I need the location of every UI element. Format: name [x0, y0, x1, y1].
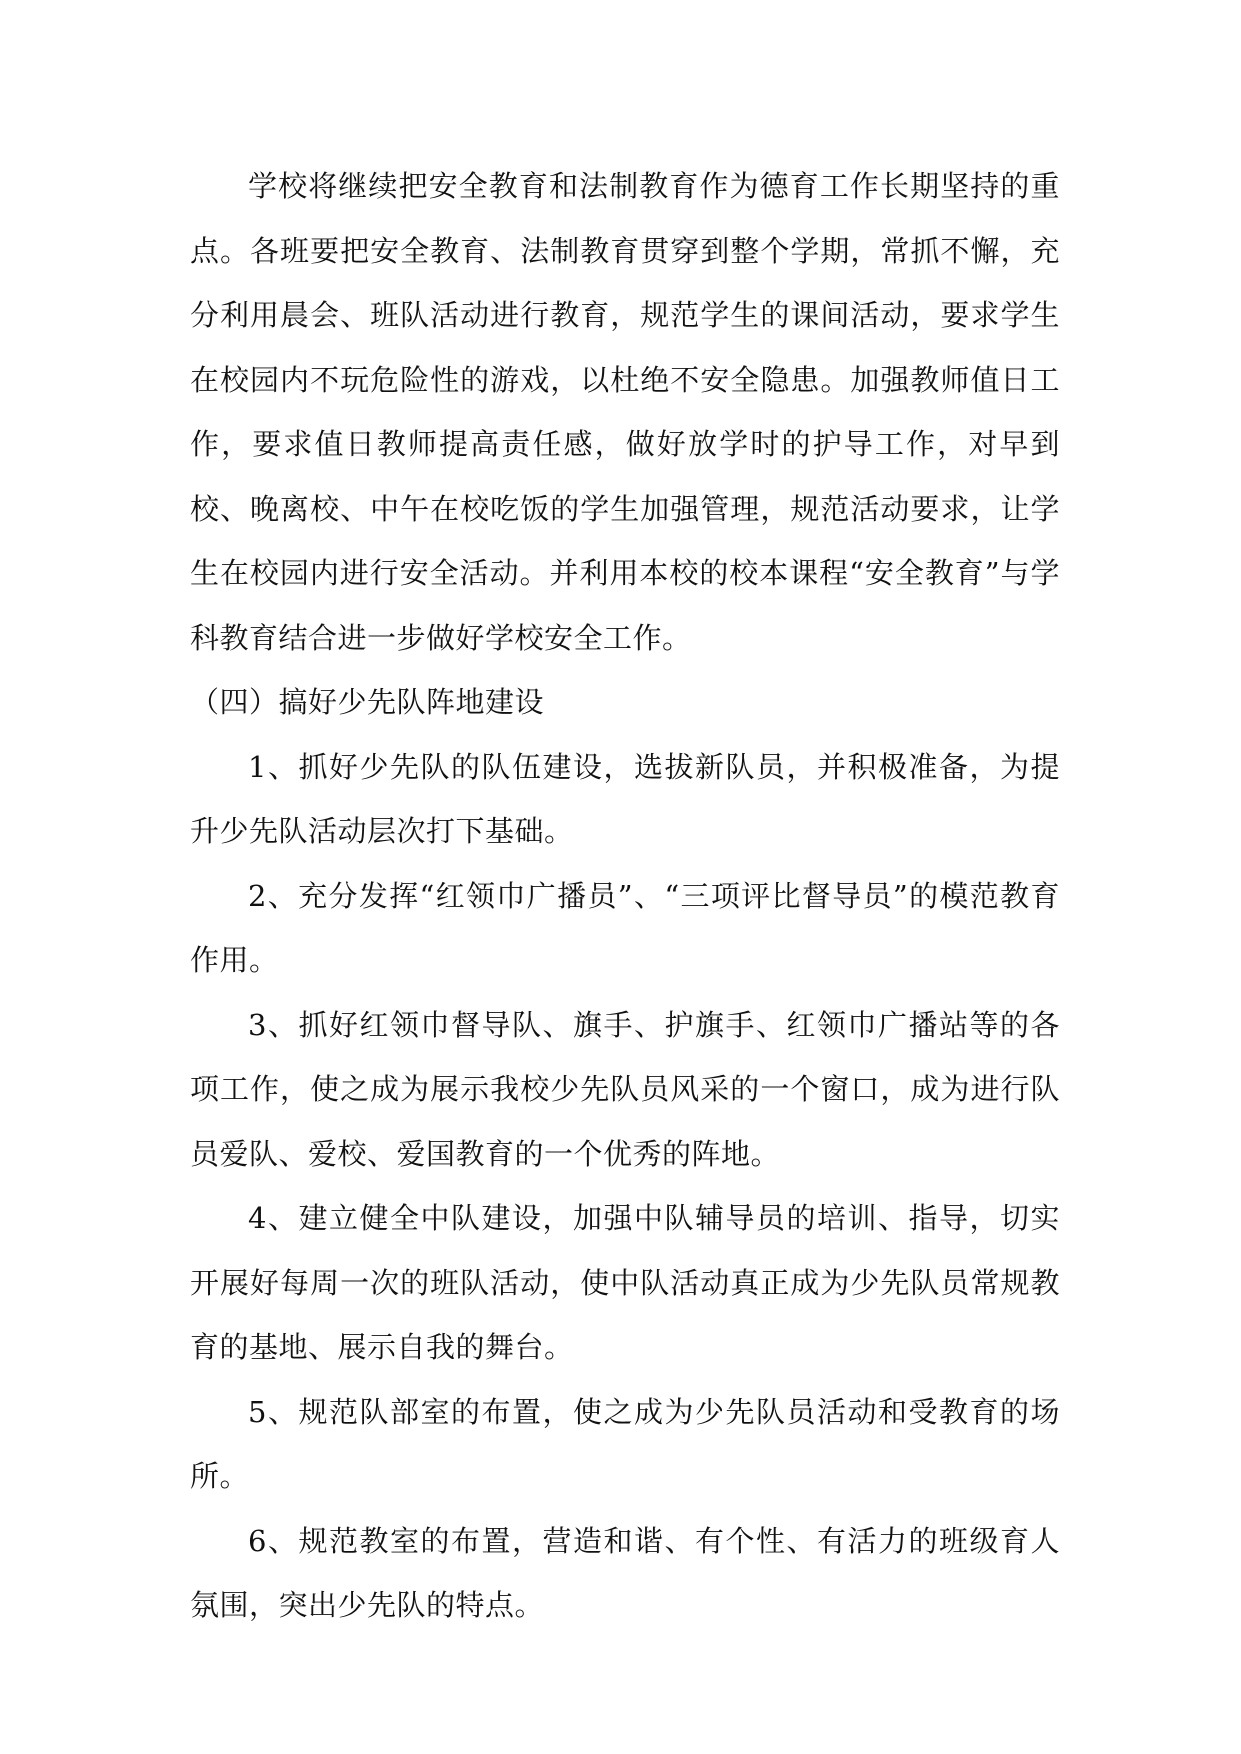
list-item-4: 4、建立健全中队建设，加强中队辅导员的培训、指导，切实开展好每周一次的班队活动，使中队活动真正成为少先队员常规教育的基地、展示自我的舞台。: [190, 1201, 1060, 1364]
document-body: [190, 154, 1060, 1638]
section-heading-four: （四）搞好少先队阵地建设: [190, 685, 545, 719]
list-item-6: 6、规范教室的布置，营造和谐、有个性、有活力的班级育人氛围，突出少先队的特点。: [190, 1523, 1060, 1622]
list-item-5: 5、规范队部室的布置，使之成为少先队员活动和受教育的场所。: [190, 1394, 1060, 1493]
list-item-2: 2、充分发挥“红领巾广播员”、“三项评比督导员”的模范教育作用。: [190, 878, 1060, 977]
list-item-3: 3、抓好红领巾督导队、旗手、护旗手、红领巾广播站等的各项工作，使之成为展示我校少先队员风采的一个窗口，成为进行队员爱队、爱校、爱国教育的一个优秀的阵地。: [190, 1007, 1060, 1171]
list-item-1: 1、抓好少先队的队伍建设，选拔新队员，并积极准备，为提升少先队活动层次打下基础。: [190, 749, 1060, 848]
paragraph-safety-education: 学校将继续把安全教育和法制教育作为德育工作长期坚持的重点。各班要把安全教育、法制教育贯穿到整个学期，常抓不懈，充分利用晨会、班队活动进行教育，规范学生的课间活动，要求学生在校园内不玩危险性的游戏，以杜绝不安全隐患。加强教师值日工作，要求值日教师提高责任感，做好放学时的护导工作，对早到校、晚离校、中午在校吃饭的学生加强管理，规范活动要求，让学生在校园内进行安全活动。并利用本校的校本课程“安全教育”与学科教育结合进一步做好学校安全工作。: [190, 169, 1060, 655]
